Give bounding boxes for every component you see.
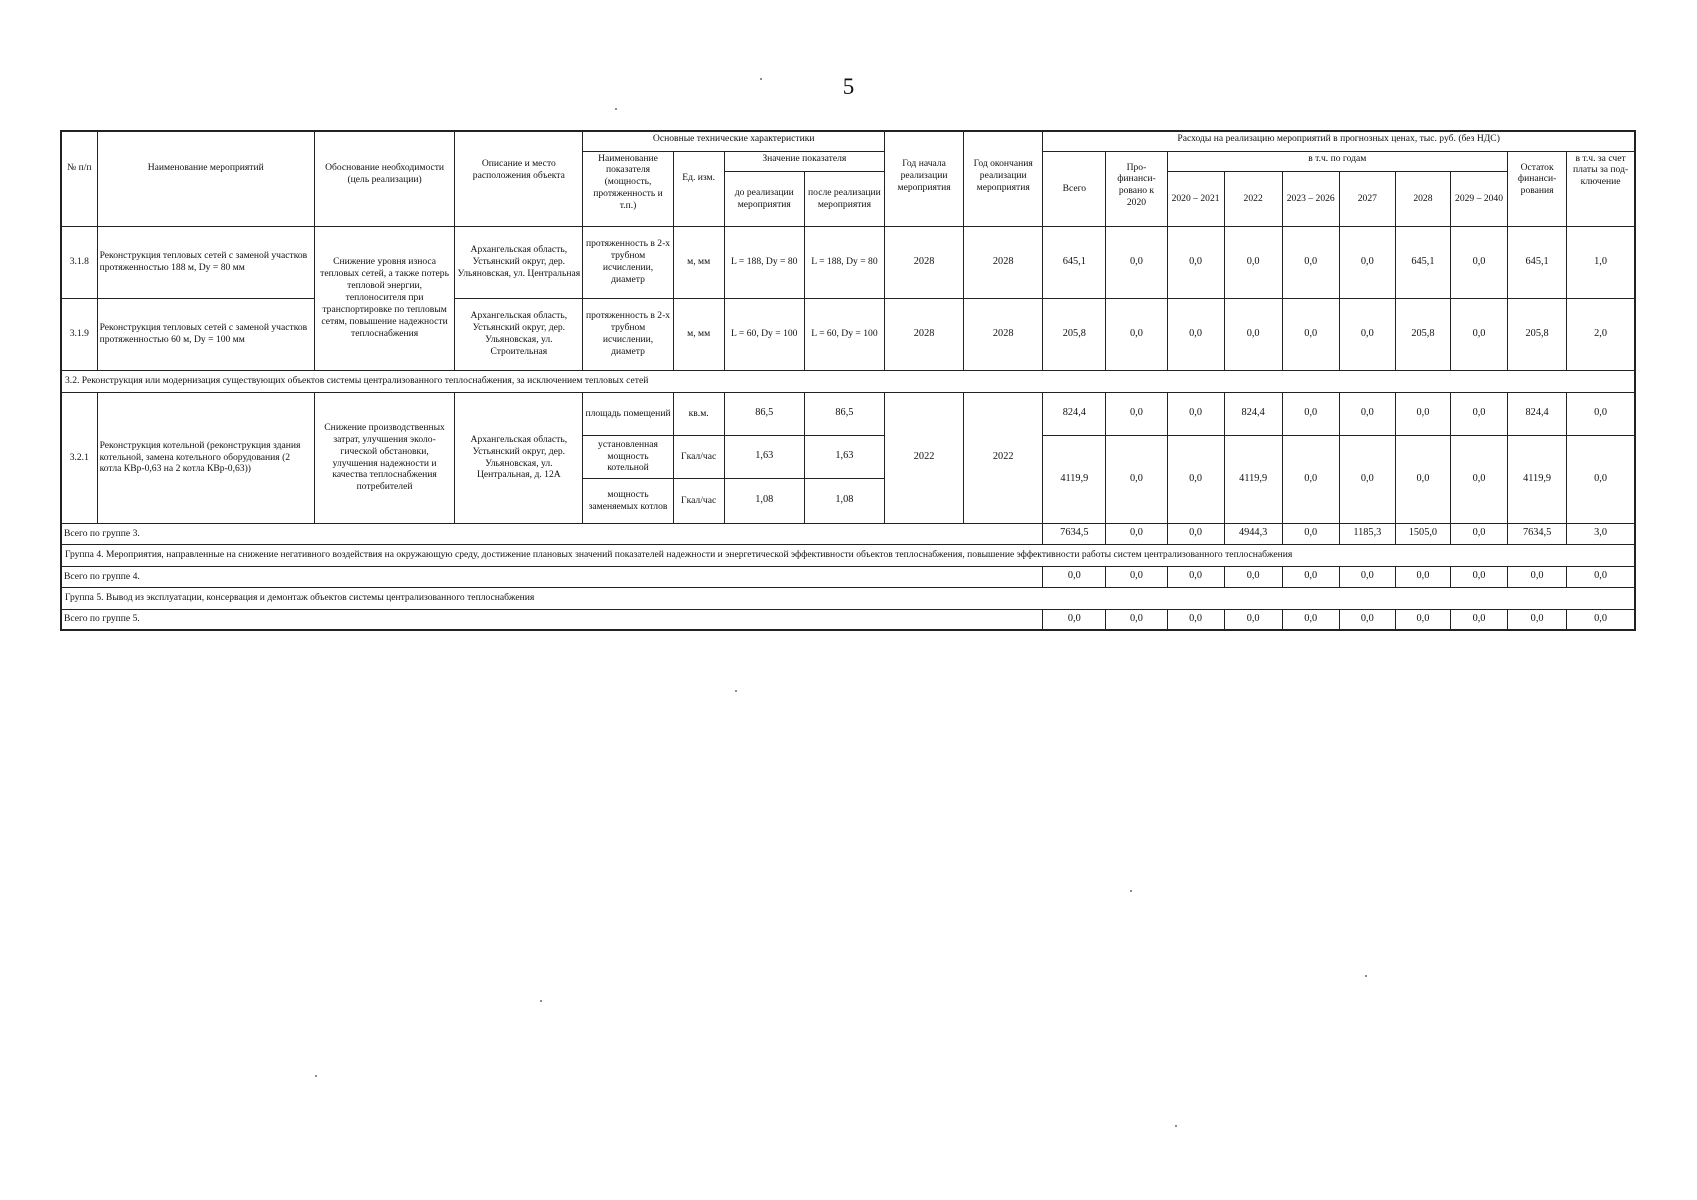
header-year: 2022 — [1224, 171, 1282, 226]
header-years-group: в т.ч. по годам — [1167, 151, 1508, 171]
section-row — [61, 544, 1635, 566]
value-cell: 0,0 — [1339, 435, 1395, 523]
value-cell: 0,0 — [1395, 392, 1450, 435]
row-after: 1,08 — [804, 478, 884, 523]
header-year: 2027 — [1339, 171, 1395, 226]
header-value-group: Значение показателя — [724, 151, 884, 171]
total-label: Всего по группе 3. — [61, 523, 1043, 544]
value-cell: 0,0 — [1450, 226, 1507, 298]
section-title: 3.2. Реконструкция или модернизация существующих объектов системы централизованного теплоснабжения, за исключением тепловых сетей — [61, 370, 1635, 392]
value-cell: 205,8 — [1043, 298, 1106, 370]
header-tech-group: Основные технические характеристики — [583, 131, 885, 151]
value-cell: 0,0 — [1282, 566, 1339, 587]
value-cell: 0,0 — [1106, 435, 1167, 523]
value-cell: 0,0 — [1339, 609, 1395, 630]
value-cell: 0,0 — [1167, 566, 1224, 587]
row-before: 86,5 — [724, 392, 804, 435]
value-cell: 7634,5 — [1043, 523, 1106, 544]
value-cell: 7634,5 — [1508, 523, 1567, 544]
value-cell: 824,4 — [1224, 392, 1282, 435]
header-year: 2020 – 2021 — [1167, 171, 1224, 226]
value-cell: 1505,0 — [1395, 523, 1450, 544]
value-cell: 0,0 — [1339, 566, 1395, 587]
header-year: 2028 — [1395, 171, 1450, 226]
value-cell: 0,0 — [1043, 566, 1106, 587]
value-cell: 824,4 — [1043, 392, 1106, 435]
header-before: до реализации мероприятия — [724, 171, 804, 226]
row-indicator: протяженность в 2-х трубном исчислении, диаметр — [583, 226, 673, 298]
header-expense-group: Расходы на реализацию мероприятий в прогнозных ценах, тыс. руб. (без НДС) — [1043, 131, 1635, 151]
section-title: Группа 4. Мероприятия, направленные на снижение негативного воздействия на окружающую среду, достижение плановых значений показателей надежности и энергетической эффективности объектов теплоснабжения, повышение эффективности работы систем централизованного теплоснабжения — [61, 544, 1635, 566]
scan-speck — [615, 108, 617, 110]
section-row — [61, 370, 1635, 392]
table-row — [61, 298, 1635, 370]
value-cell: 0,0 — [1395, 609, 1450, 630]
row-unit: Гкал/час — [673, 478, 724, 523]
row-after: L = 188, Dy = 80 — [804, 226, 884, 298]
scan-speck — [1365, 975, 1367, 977]
value-cell: 0,0 — [1567, 566, 1635, 587]
header-start-year: Год начала реализации мероприятия — [885, 131, 964, 226]
header-indicator: Наименование показателя (мощность, протяженность и т.п.) — [583, 151, 673, 226]
value-cell: 4119,9 — [1508, 435, 1567, 523]
value-cell: 0,0 — [1106, 566, 1167, 587]
value-cell: 0,0 — [1450, 298, 1507, 370]
value-cell: 0,0 — [1282, 392, 1339, 435]
row-no: 3.1.9 — [61, 298, 97, 370]
value-cell: 0,0 — [1106, 523, 1167, 544]
value-cell: 0,0 — [1106, 392, 1167, 435]
value-cell: 0,0 — [1224, 298, 1282, 370]
section-row — [61, 587, 1635, 609]
total-row — [61, 609, 1635, 630]
scan-speck — [315, 1075, 317, 1077]
header-name: Наименование мероприятий — [97, 131, 314, 226]
value-cell: 0,0 — [1282, 609, 1339, 630]
row-name: Реконструкция тепловых сетей с заменой участков протяженностью 60 м, Dy = 100 мм — [97, 298, 314, 370]
row-no: 3.1.8 — [61, 226, 97, 298]
table-row — [61, 226, 1635, 298]
scan-speck — [540, 1000, 542, 1002]
row-justification: Снижение производственных затрат, улучшения эколо-гической обстановки, улучшения надежности и качества теплоснабжения потребителей — [314, 392, 454, 523]
header-no: № п/п — [61, 131, 97, 226]
value-cell: 0,0 — [1167, 226, 1224, 298]
value-cell: 1,0 — [1567, 226, 1635, 298]
header-year: 2029 – 2040 — [1450, 171, 1507, 226]
row-justification: Снижение уровня износа тепловых сетей, а также потерь тепловой энергии, теплоносителя при транспортировке по тепловым сетям, повышение надежности теплоснабжения — [314, 226, 454, 370]
value-cell: 0,0 — [1395, 435, 1450, 523]
row-unit: м, мм — [673, 226, 724, 298]
row-indicator: мощность заменяемых котлов — [583, 478, 673, 523]
row-start: 2028 — [885, 298, 964, 370]
header-end-year: Год окончания реализации мероприятия — [964, 131, 1043, 226]
value-cell: 0,0 — [1224, 226, 1282, 298]
value-cell: 645,1 — [1043, 226, 1106, 298]
scan-speck — [735, 690, 737, 692]
row-before: 1,63 — [724, 435, 804, 478]
row-indicator: площадь помещений — [583, 392, 673, 435]
row-no: 3.2.1 — [61, 392, 97, 523]
row-name: Реконструкция тепловых сетей с заменой участков протяженностью 188 м, Dy = 80 мм — [97, 226, 314, 298]
value-cell: 0,0 — [1395, 566, 1450, 587]
row-location: Архангельская область, Устьянский округ, дер. Ульяновская, ул. Центральная — [455, 226, 583, 298]
value-cell: 0,0 — [1106, 298, 1167, 370]
value-cell: 4119,9 — [1224, 435, 1282, 523]
header-after: после реализации мероприятия — [804, 171, 884, 226]
header-prefinanced: Про-финанси-ровано к 2020 — [1106, 151, 1167, 226]
header-remaining: Остаток финанси-рования — [1508, 151, 1567, 226]
row-end: 2028 — [964, 298, 1043, 370]
header-total: Всего — [1043, 151, 1106, 226]
table-row — [61, 392, 1635, 435]
value-cell: 824,4 — [1508, 392, 1567, 435]
row-location: Архангельская область, Устьянский округ, дер. Ульяновская, ул. Центральная, д. 12А — [455, 392, 583, 523]
value-cell: 0,0 — [1106, 226, 1167, 298]
row-unit: Гкал/час — [673, 435, 724, 478]
total-label: Всего по группе 4. — [61, 566, 1043, 587]
row-location: Архангельская область, Устьянский округ, дер. Ульяновская, ул. Строительная — [455, 298, 583, 370]
value-cell: 0,0 — [1043, 609, 1106, 630]
scan-speck — [1130, 890, 1132, 892]
value-cell: 0,0 — [1224, 609, 1282, 630]
value-cell: 0,0 — [1508, 566, 1567, 587]
value-cell: 0,0 — [1282, 523, 1339, 544]
value-cell: 0,0 — [1567, 392, 1635, 435]
value-cell: 0,0 — [1167, 609, 1224, 630]
value-cell: 0,0 — [1567, 435, 1635, 523]
row-unit: кв.м. — [673, 392, 724, 435]
row-after: 86,5 — [804, 392, 884, 435]
row-after: 1,63 — [804, 435, 884, 478]
value-cell: 0,0 — [1339, 392, 1395, 435]
row-before: L = 188, Dy = 80 — [724, 226, 804, 298]
section-title: Группа 5. Вывод из эксплуатации, консервация и демонтаж объектов системы централизованного теплоснабжения — [61, 587, 1635, 609]
total-row — [61, 566, 1635, 587]
value-cell: 0,0 — [1167, 435, 1224, 523]
header-unit: Ед. изм. — [673, 151, 724, 226]
value-cell: 4119,9 — [1043, 435, 1106, 523]
value-cell: 0,0 — [1282, 435, 1339, 523]
row-after: L = 60, Dy = 100 — [804, 298, 884, 370]
row-name: Реконструкция котельной (реконструкция здания котельной, замена котельного оборудования (2 котла КВр-0,63 на 2 котла КВр-0,63)) — [97, 392, 314, 523]
value-cell: 0,0 — [1167, 298, 1224, 370]
row-indicator: протяженность в 2-х трубном исчислении, диаметр — [583, 298, 673, 370]
value-cell: 0,0 — [1450, 435, 1507, 523]
value-cell: 0,0 — [1282, 226, 1339, 298]
header-year: 2023 – 2026 — [1282, 171, 1339, 226]
header-justification: Обоснование необходимости (цель реализации) — [314, 131, 454, 226]
value-cell: 3,0 — [1567, 523, 1635, 544]
row-start: 2028 — [885, 226, 964, 298]
scan-speck — [760, 78, 762, 80]
page-number: 5 — [842, 74, 855, 99]
header-location: Описание и место расположения объекта — [455, 131, 583, 226]
row-indicator: установленная мощность котельной — [583, 435, 673, 478]
row-end: 2022 — [964, 392, 1043, 523]
value-cell: 0,0 — [1282, 298, 1339, 370]
value-cell: 0,0 — [1508, 609, 1567, 630]
value-cell: 0,0 — [1106, 609, 1167, 630]
row-before: L = 60, Dy = 100 — [724, 298, 804, 370]
row-end: 2028 — [964, 226, 1043, 298]
header-connection: в т.ч. за счет платы за под-ключение — [1567, 151, 1635, 226]
value-cell: 0,0 — [1450, 392, 1507, 435]
row-start: 2022 — [885, 392, 964, 523]
value-cell: 1185,3 — [1339, 523, 1395, 544]
value-cell: 205,8 — [1508, 298, 1567, 370]
value-cell: 645,1 — [1395, 226, 1450, 298]
total-label: Всего по группе 5. — [61, 609, 1043, 630]
investment-table — [60, 130, 1636, 631]
value-cell: 0,0 — [1167, 523, 1224, 544]
total-row — [61, 523, 1635, 544]
row-unit: м, мм — [673, 298, 724, 370]
value-cell: 0,0 — [1224, 566, 1282, 587]
value-cell: 0,0 — [1450, 566, 1507, 587]
value-cell: 645,1 — [1508, 226, 1567, 298]
value-cell: 0,0 — [1167, 392, 1224, 435]
value-cell: 4944,3 — [1224, 523, 1282, 544]
value-cell: 0,0 — [1567, 609, 1635, 630]
value-cell: 0,0 — [1339, 226, 1395, 298]
value-cell: 0,0 — [1339, 298, 1395, 370]
value-cell: 205,8 — [1395, 298, 1450, 370]
value-cell: 0,0 — [1450, 609, 1507, 630]
value-cell: 0,0 — [1450, 523, 1507, 544]
value-cell: 2,0 — [1567, 298, 1635, 370]
scan-speck — [1175, 1125, 1177, 1127]
row-before: 1,08 — [724, 478, 804, 523]
